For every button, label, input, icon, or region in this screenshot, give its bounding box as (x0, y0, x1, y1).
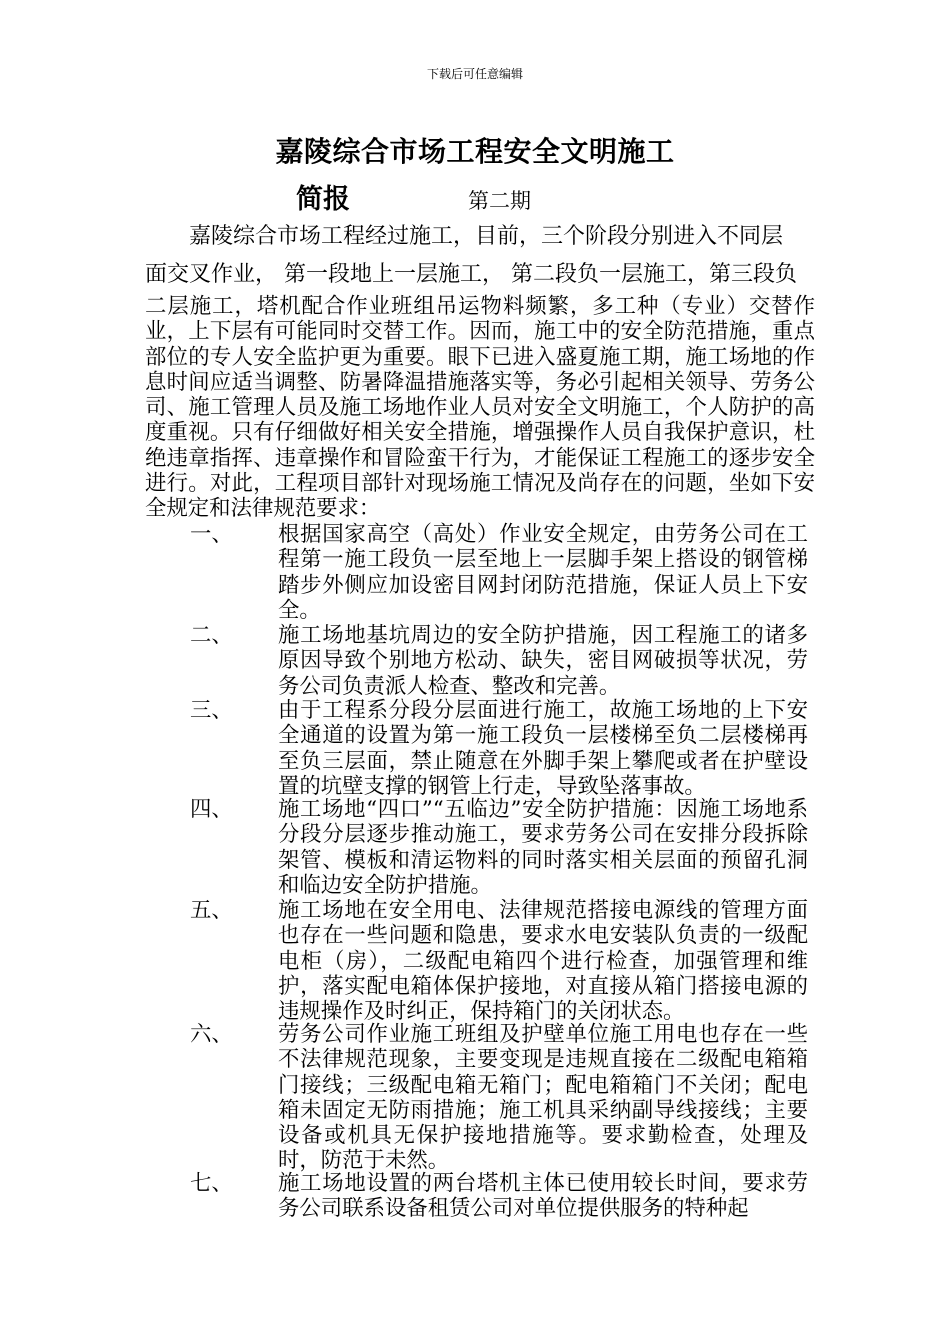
list-item-text: 劳务公司作业施工班组及护壁单位施工用电也存在一些不法律规范现象，主要变现是违规直接在二级配电箱箱门接线；三级配电箱无箱门；配电箱箱门不关闭；配电箱未固定无防雨措施；施工机具采纳副导线接线；主要设备或机具无保护接地措施等。要求勤检查，处理及时，防范于未然。 (278, 1022, 808, 1174)
list-item-number: 二、 (190, 623, 233, 648)
list-item-text: 由于工程系分段分层面进行施工，故施工场地的上下安全通道的设置为第一施工段负一层楼梯至负二层楼梯再至负三层面，禁止随意在外脚手架上攀爬或者在护壁设置的坑壁支撑的钢管上行走，导致坠落事故。 (278, 698, 808, 799)
page-title: 嘉陵综合市场工程安全文明施工 (275, 135, 675, 168)
list-item-text: 根据国家高空（高处）作业安全规定，由劳务公司在工程第一施工段负一层至地上一层脚手架上搭设的钢管梯踏步外侧应加设密目网封闭防范措施，保证人员上下安全。 (278, 522, 808, 623)
list-item-text: 施工场地基坑周边的安全防护措施，因工程施工的诸多原因导致个别地方松动、缺失，密目网破损等状况，劳务公司负责派人检查、整改和完善。 (278, 623, 808, 699)
list-item-number: 六、 (190, 1022, 233, 1047)
list-item-number: 一、 (190, 522, 233, 547)
list-item-text: 施工场地设置的两台塔机主体已使用较长时间，要求劳务公司联系设备租赁公司对单位提供服务的特种起 (278, 1171, 808, 1222)
intro-line-1: 嘉陵综合市场工程经过施工，目前，三个阶段分别进入不同层 (189, 224, 784, 249)
subtitle-bulletin: 简报 (296, 184, 350, 215)
subtitle-issue-number: 第二期 (468, 189, 531, 213)
intro-line-2: 面交叉作业， 第一段地上一层施工， 第二段负一层施工，第三段负 (145, 262, 797, 287)
list-item-number: 四、 (190, 797, 233, 822)
intro-paragraph: 二层施工，塔机配合作业班组吊运物料频繁，多工种（专业）交替作业，上下层有可能同时交替工作。因而，施工中的安全防范措施，重点部位的专人安全监护更为重要。眼下已进入盛夏施工期，施工场地的作息时间应适当调整、防暑降温措施落实等，务必引起相关领导、劳务公司、施工管理人员及施工场地作业人员对安全文明施工，个人防护的高度重视。只有仔细做好相关安全措施，增强操作人员自我保护意识，杜绝违章指挥、违章操作和冒险蛮干行为，才能保证工程施工的逐步安全进行。对此，工程项目部针对现场施工情况及尚存在的问题，坐如下安全规定和法律规范要求： (145, 294, 815, 522)
list-item-text: 施工场地在安全用电、法律规范搭接电源线的管理方面也存在一些问题和隐患，要求水电安装队负责的一级配电柜（房），二级配电箱四个进行检查，加强管理和维护，落实配电箱体保护接地，对直接从箱门搭接电源的违规操作及时纠正，保持箱门的关闭状态。 (278, 898, 808, 1025)
list-item-number: 五、 (190, 898, 233, 923)
list-item-number: 三、 (190, 698, 233, 723)
header-note: 下载后可任意编辑 (426, 67, 523, 81)
list-item-number: 七、 (190, 1171, 233, 1196)
list-item-text: 施工场地“四口”“五临边”安全防护措施：因施工场地系分段分层逐步推动施工，要求劳务公司在安排分段拆除架管、模板和清运物料的同时落实相关层面的预留孔洞和临边安全防护措施。 (278, 797, 808, 898)
